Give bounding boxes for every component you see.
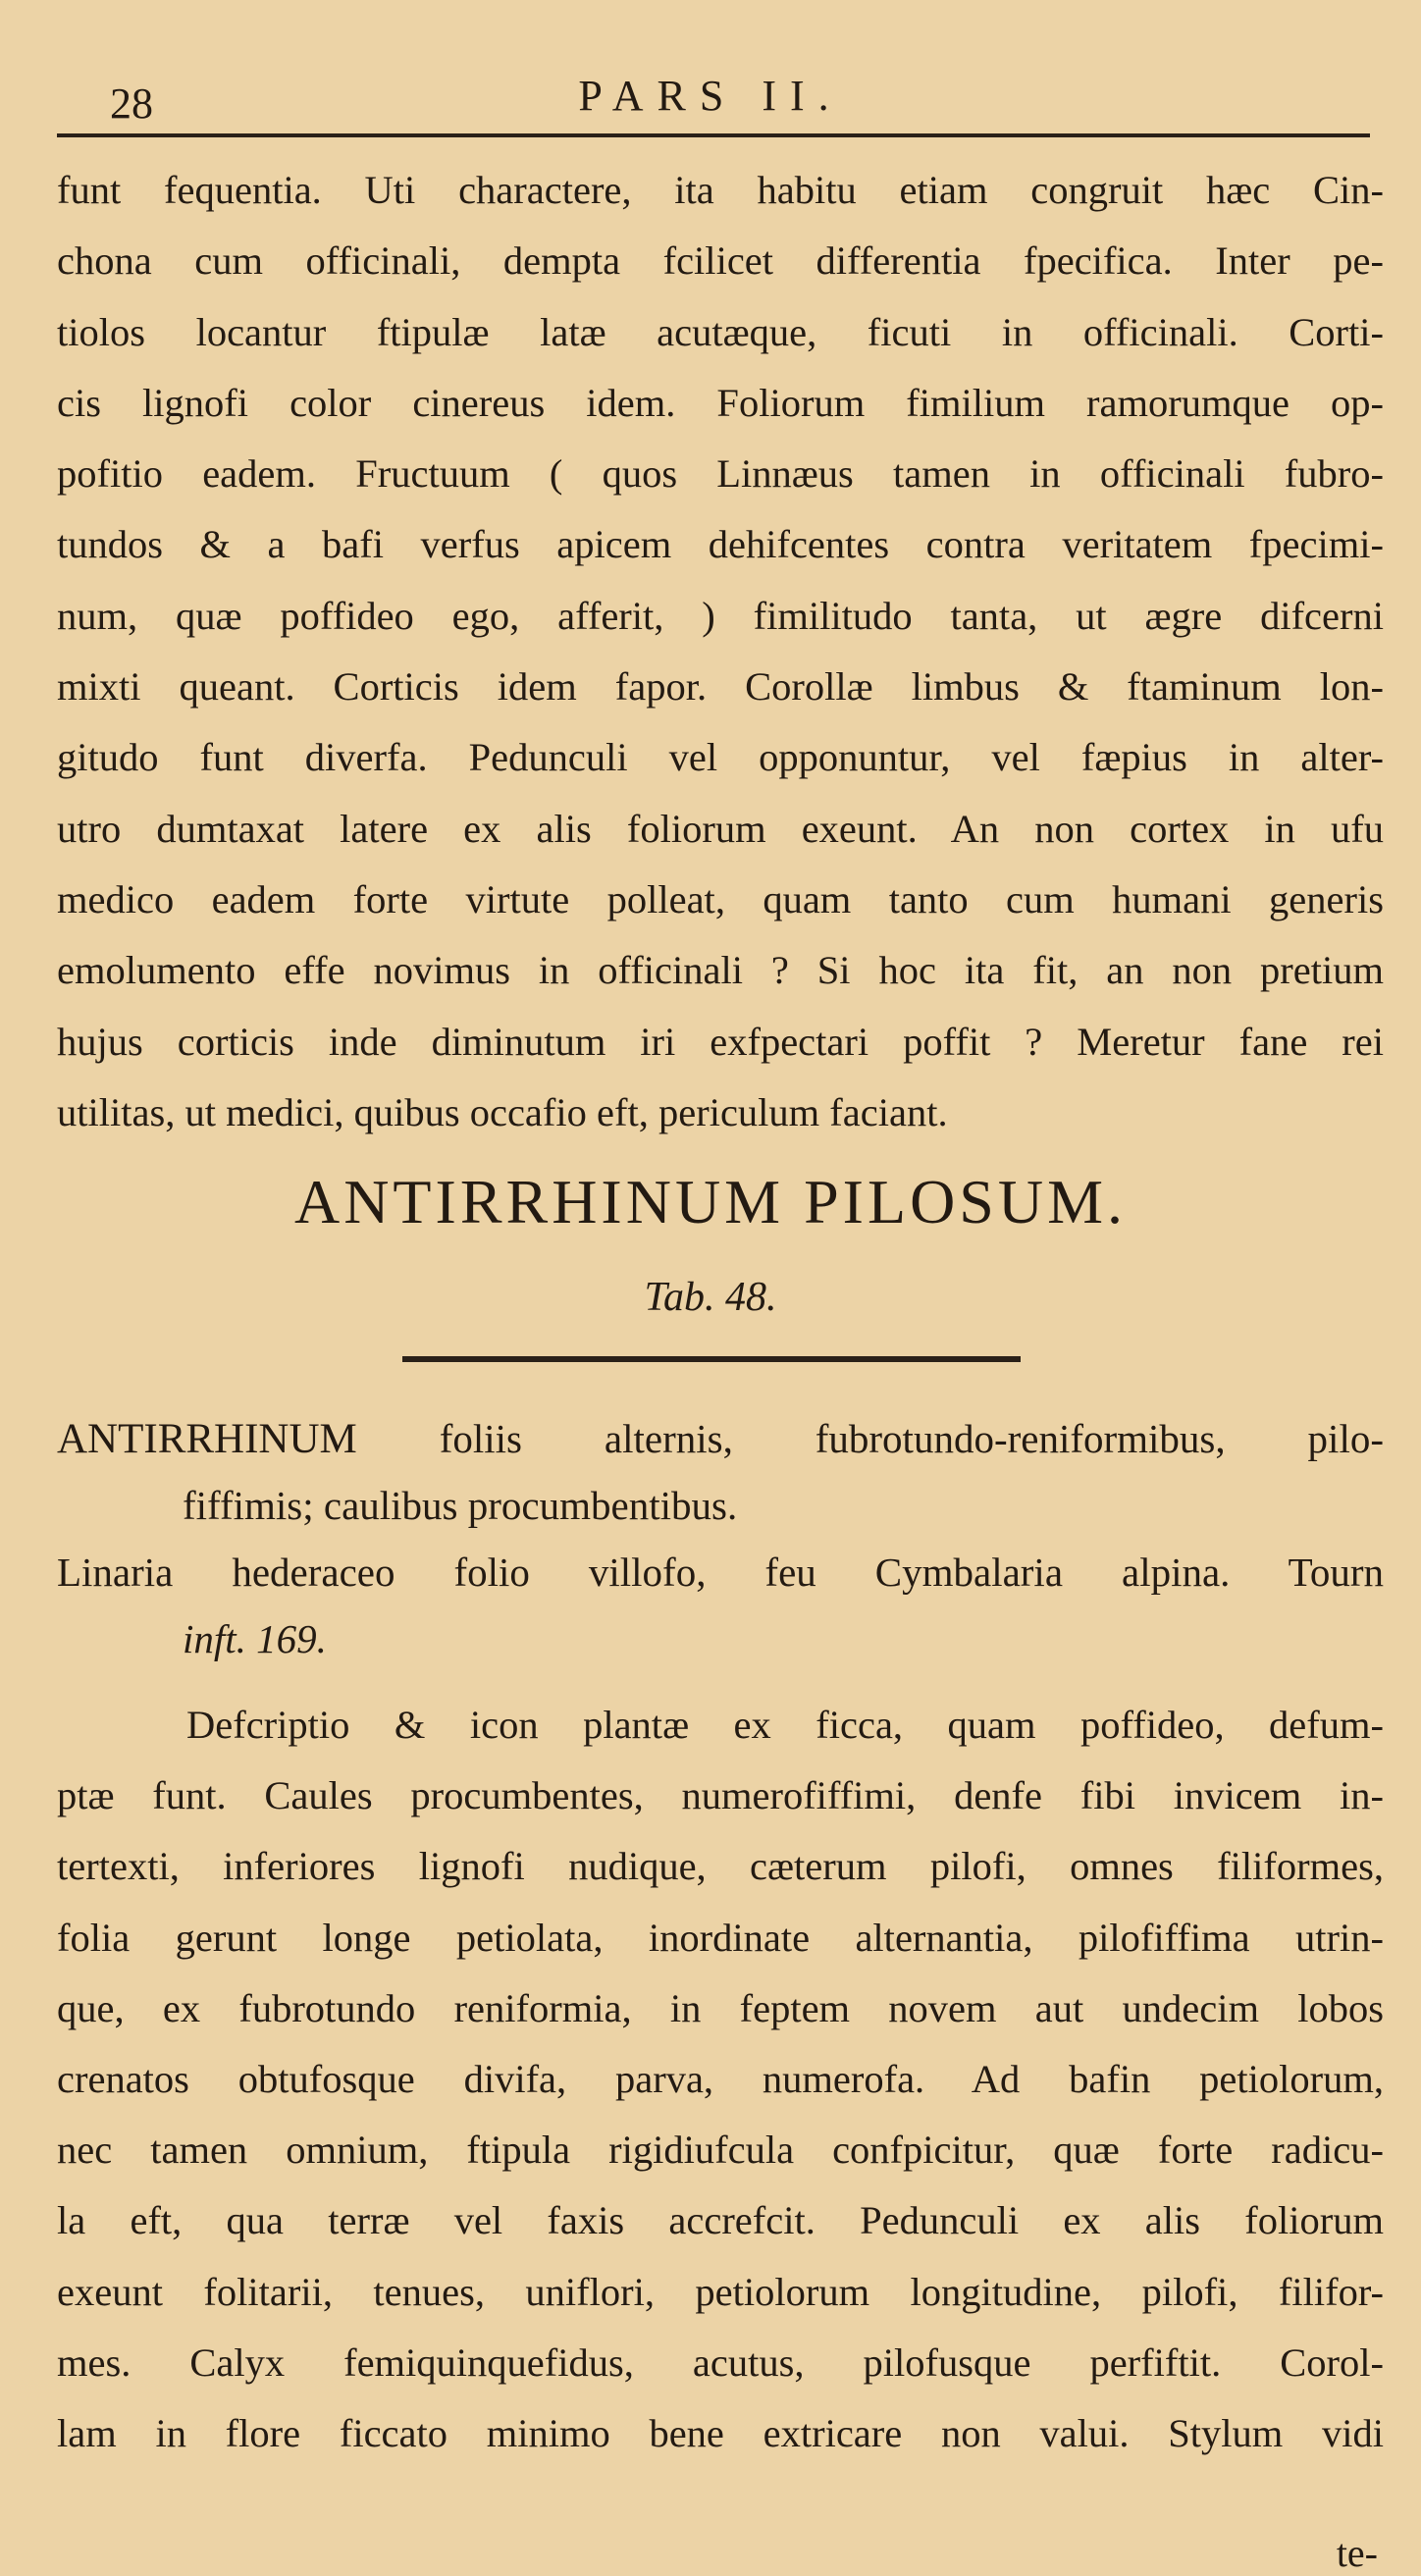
catchword: te-: [1336, 2531, 1378, 2575]
paragraph-cinchona: [57, 155, 1384, 1148]
section-title: ANTIRRHINUM PILOSUM.: [293, 1167, 1128, 1236]
diagnosis-text: foliis alternis, fubrotundo-reniformibus, pilo-: [439, 1416, 1384, 1461]
text-line: hujus corticis inde diminutum iri exfpectari poffit ? Meretur fane rei: [57, 1019, 1384, 1064]
citation: inft. 169.: [183, 1616, 327, 1661]
header-rule: [57, 133, 1370, 137]
text-line: emolumento effe novimus in officinali ? Si hoc ita fit, an non pretium: [57, 948, 1384, 993]
text-line: pofitio eadem. Fructuum ( quos Linnæus tamen in officinali fubro-: [57, 451, 1384, 497]
text-line: nec tamen omnium, ftipula rigidiufcula confpicitur, quæ forte radicu-: [57, 2128, 1384, 2173]
text-line: tertexti, inferiores lignofi nudique, cæterum pilofi, omnes filiformes,: [57, 1844, 1384, 1889]
text-line: Defcriptio & icon plantæ ex ficca, quam poffideo, defum-: [186, 1703, 1384, 1747]
text-line: que, ex fubrotundo reniformia, in feptem novem aut undecim lobos: [57, 1985, 1384, 2030]
text-line: la eft, qua terræ vel faxis accrefcit. Pedunculi ex alis foliorum: [57, 2198, 1384, 2243]
text-line: ptæ funt. Caules procumbentes, numerofiffimi, denfe fibi invicem in-: [57, 1773, 1384, 1818]
text-line: utro dumtaxat latere ex alis foliorum exeunt. An non cortex in ufu: [57, 806, 1384, 851]
text-line: cis lignofi color cinereus idem. Foliorum fimilium ramorumque op-: [57, 380, 1384, 425]
text-line: exeunt folitarii, tenues, uniflori, petiolorum longitudine, pilofi, filifor-: [57, 2269, 1384, 2314]
text-line: mixti queant. Corticis idem fapor. Corollæ limbus & ftaminum lon-: [57, 664, 1384, 710]
text-line: num, quæ poffideo ego, afferit, ) fimilitudo tanta, ut ægre difcerni: [57, 593, 1384, 638]
text-line: crenatos obtufosque divifa, parva, numerofa. Ad bafin petiolorum,: [57, 2056, 1384, 2101]
table-reference: Tab. 48.: [644, 1275, 777, 1320]
text-line: medico eadem forte virtute polleat, quam tanto cum humani generis: [57, 876, 1384, 921]
page-number: 28: [110, 79, 153, 128]
text-line: chona cum officinali, dempta fcilicet differentia fpecifica. Inter pe-: [57, 238, 1384, 284]
synonym-line: fiffimis; caulibus procumbentibus.: [183, 1483, 738, 1528]
text-line: utilitas, ut medici, quibus occafio eft, periculum faciant.: [57, 1089, 948, 1134]
section-rule: [402, 1356, 1021, 1362]
text-line: folia gerunt longe petiolata, inordinate alternantia, pilofiffima utrin-: [57, 1915, 1384, 1960]
text-line: gitudo funt diverfa. Pedunculi vel opponuntur, vel fæpius in alter-: [57, 735, 1384, 780]
text-line: lam in flore ficcato minimo bene extricare non valui. Stylum vidi: [57, 2410, 1384, 2455]
text-line: funt fequentia. Uti charactere, ita habitu etiam congruit hæc Cin-: [57, 168, 1384, 212]
synonym-reference: [57, 1605, 1384, 1672]
text-line: mes. Calyx femiquinquefidus, acutus, pilofusque perfiftit. Corol-: [57, 2339, 1384, 2385]
text-line: tiolos locantur ftipulæ latæ acutæque, ficuti in officinali. Corti-: [57, 309, 1384, 354]
synonym-line: [57, 1405, 1384, 1472]
page-header: [0, 71, 1421, 139]
paragraph-description: [57, 1690, 1384, 2469]
running-head: PARS II.: [578, 72, 843, 120]
synonym-block: [57, 1405, 1384, 1672]
synonym-line: Linaria hederaceo folio villofo, feu Cymbalaria alpina. Tourn: [57, 1550, 1384, 1595]
text-line: tundos & a bafi verfus apicem dehifcentes contra veritatem fpecimi-: [57, 522, 1384, 567]
species-name: ANTIRRHINUM: [57, 1416, 357, 1462]
